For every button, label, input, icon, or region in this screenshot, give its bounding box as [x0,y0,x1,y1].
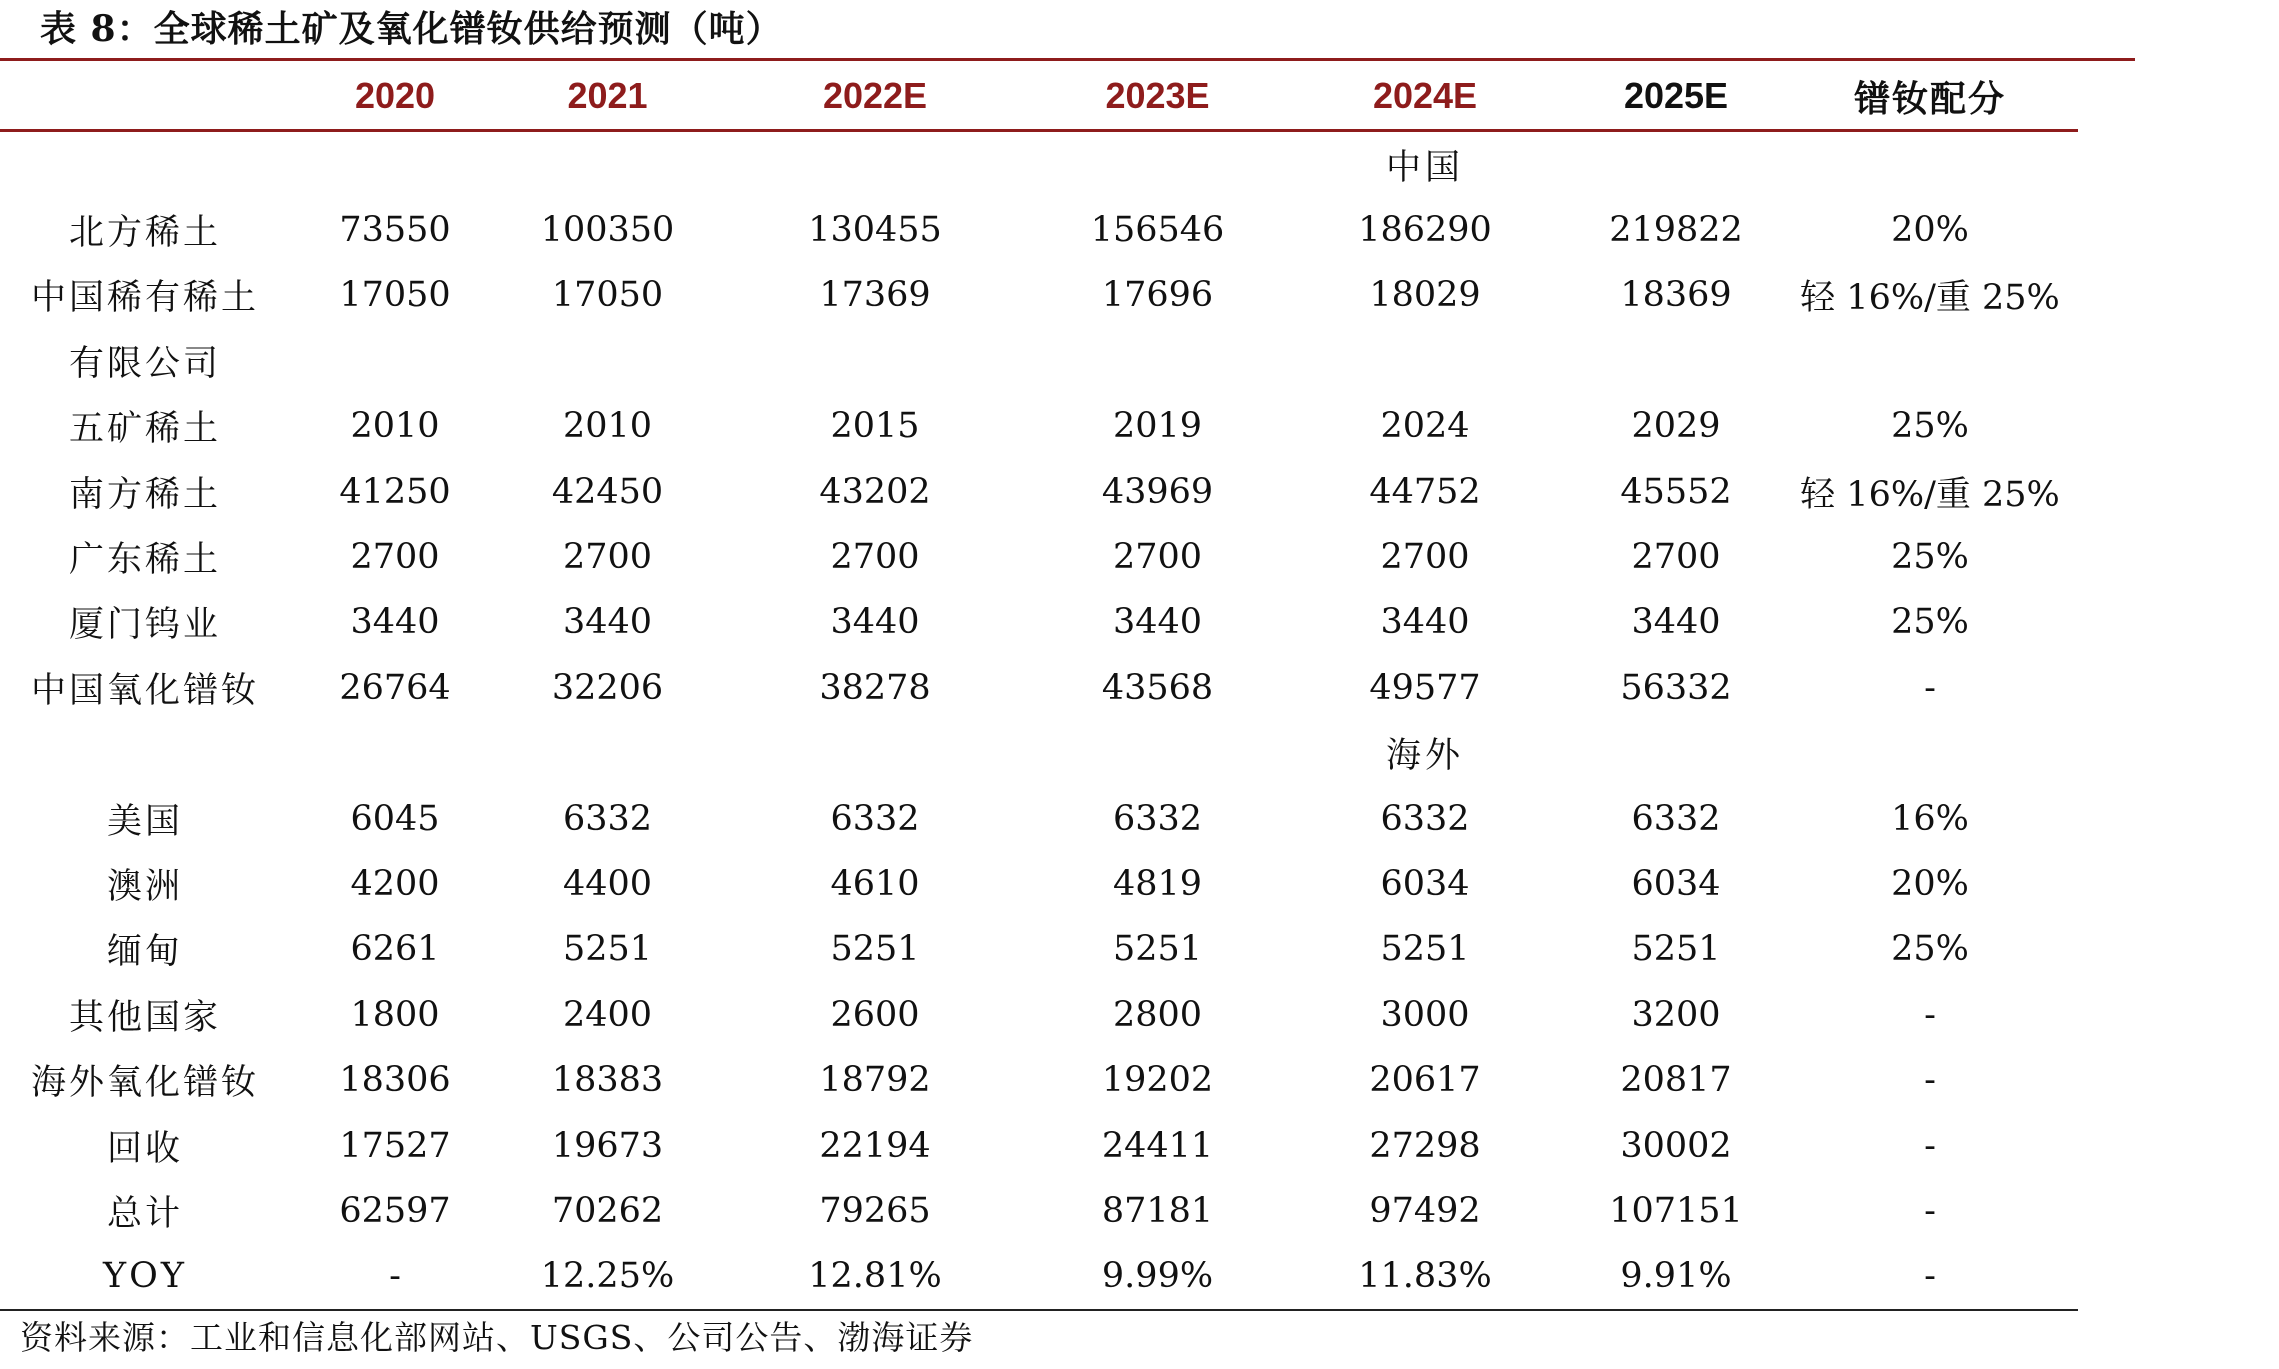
table-cell: - [290,1244,500,1310]
table-body [0,131,2078,1311]
table-cell: 2700 [350,537,440,578]
table-cell: 12.25% [500,1244,715,1310]
table-cell: - [1924,994,1936,1035]
header-cell-2020: 2020 [290,63,500,131]
header-cell-2022e: 2022E [715,63,1035,131]
header-cell-2023e: 2023E [1035,63,1280,131]
table-row [0,263,2078,328]
top-rule [0,58,2135,61]
section-row [0,131,2078,198]
table-cell: 3440 [562,602,653,643]
table-cell: 24411 [1101,1125,1214,1166]
table-cell: 20% [1891,210,1969,251]
table-cell: 70262 [551,1190,664,1231]
table-cell: 6261 [350,929,440,970]
row-label: 南方稀土 [68,474,221,515]
table-cell: - [1924,1125,1936,1166]
table-cell: 219822 [1609,210,1743,251]
table-cell: 9.99% [1035,1244,1280,1310]
table-cell: 轻 16%/重 25% [1800,474,2060,515]
header-cell-2024e: 2024E [1280,63,1570,131]
header-cell-2025e: 2025E [1570,63,1782,131]
table-cell [1782,328,2078,393]
table-cell: 17050 [339,275,451,316]
table-cell: 41250 [339,471,451,512]
row-label: YOY [0,1244,290,1310]
table-row [0,982,2078,1047]
empty-cell [715,131,1035,198]
table-cell: 42450 [551,471,664,512]
header-cell-blank [0,63,290,131]
header-cell-2021: 2021 [500,63,715,131]
row-label: 北方稀土 [68,213,221,254]
table-cell: 38278 [819,667,931,708]
table-cell: 3200 [1631,994,1721,1035]
table-cell: 5251 [830,929,920,970]
table-row [0,524,2078,589]
table-cell: 6332 [830,798,920,839]
empty-cell [1035,131,1280,198]
table-cell [500,328,715,393]
table-cell: 25% [1891,602,1969,643]
row-label: 厦门钨业 [68,605,221,646]
empty-cell [1570,721,1782,786]
table-cell: 43969 [1101,471,1214,512]
row-label: 总计 [106,1193,183,1234]
empty-cell [1570,131,1782,198]
table-cell: 4200 [350,863,440,904]
table-cell: 轻 16%/重 25% [1800,278,2060,319]
empty-cell [290,721,500,786]
header-cell-prnd-ratio: 镨钕配分 [1782,63,2078,131]
table-cell: 2700 [830,537,920,578]
table-cell: 2600 [830,994,920,1035]
table-row [0,917,2078,982]
table-cell: 17050 [551,275,664,316]
row-label: 美国 [106,801,183,842]
table-cell: 16% [1891,798,1969,839]
table-row [0,786,2078,851]
table-cell: 4819 [1112,863,1203,904]
table-cell: 107151 [1609,1190,1743,1231]
table-cell: 18383 [551,1060,664,1101]
table-cell: 6332 [1380,798,1470,839]
table-cell: 18306 [339,1060,451,1101]
table-cell: 43202 [819,471,931,512]
table-cell: 6034 [1380,863,1470,904]
table-cell: 6332 [1112,798,1203,839]
header-row [0,63,2078,131]
table-cell: 17696 [1101,275,1214,316]
row-label: 中国稀有稀土 [30,278,259,319]
table-cell: 2029 [1631,406,1721,447]
table-cell: 5251 [1380,929,1470,970]
row-label: 回收 [106,1128,183,1169]
table-cell: 5251 [1631,929,1721,970]
table-cell [1280,328,1570,393]
table-cell: 11.83% [1280,1244,1570,1310]
table-cell: 2700 [562,537,653,578]
table-cell: 20% [1891,863,1969,904]
row-label: 中国氧化镨钕 [30,670,259,711]
table-row [0,655,2078,720]
table-cell: 5251 [562,929,653,970]
row-label: 五矿稀土 [68,409,221,450]
table-cell: 12.81% [715,1244,1035,1310]
table-cell [1570,328,1782,393]
row-label: 有限公司 [68,343,221,384]
table-cell: 32206 [551,667,664,708]
table-row [0,590,2078,655]
empty-cell [290,131,500,198]
table-cell: 19202 [1101,1060,1214,1101]
table-cell: 27298 [1369,1125,1481,1166]
table-cell: 3440 [1631,602,1721,643]
section-title: 中国 [1385,147,1464,188]
table-cell: 18369 [1620,275,1732,316]
table-cell: 2024 [1380,406,1470,447]
table-cell: 156546 [1090,210,1225,251]
table-cell: 43568 [1101,667,1214,708]
table-cell: 17527 [339,1125,451,1166]
table-cell: 87181 [1101,1190,1214,1231]
table-cell: 6045 [350,798,440,839]
table-title: 表 8：全球稀土矿及氧化镨钕供给预测（吨） [40,8,783,50]
table-cell: 18792 [819,1060,931,1101]
row-label: 缅甸 [106,932,183,973]
table-cell: 44752 [1369,471,1481,512]
table-cell: 9.91% [1570,1244,1782,1310]
table-cell: 18029 [1369,275,1481,316]
table-row [0,197,2078,262]
table-cell: 186290 [1358,210,1492,251]
supply-forecast-table [0,63,2078,1311]
section-row [0,721,2078,786]
table-cell: 49577 [1369,667,1481,708]
table-cell: 4610 [830,863,920,904]
table-row [0,459,2078,524]
table-cell: 25% [1891,406,1969,447]
table-row [0,1047,2078,1112]
empty-cell [0,721,290,786]
row-label: 广东稀土 [68,540,221,581]
table-cell [290,328,500,393]
table-cell: 19673 [551,1125,664,1166]
table-cell: 56332 [1620,667,1732,708]
table-cell: 3440 [350,602,440,643]
table-cell: 3440 [1112,602,1203,643]
table-cell: 2700 [1380,537,1470,578]
table-cell: 3440 [1380,602,1470,643]
table-row [0,1113,2078,1178]
table-cell: 2800 [1112,994,1203,1035]
table-cell: 25% [1891,929,1969,970]
table-cell: 130455 [808,210,942,251]
table-row [0,851,2078,916]
table-cell: 2010 [562,406,653,447]
table-cell: 6332 [1631,798,1721,839]
table-row [0,1244,2078,1310]
table-cell [1035,328,1280,393]
table-cell: 20617 [1369,1060,1481,1101]
table-cell: 4400 [562,863,653,904]
empty-cell [1035,721,1280,786]
table-cell: 62597 [339,1190,451,1231]
table-row [0,1178,2078,1243]
empty-cell [500,721,715,786]
row-label: 其他国家 [68,997,221,1038]
table-cell: 20817 [1620,1060,1732,1101]
table-cell: 6034 [1631,863,1721,904]
table-cell: 100350 [540,210,675,251]
table-cell: 79265 [819,1190,931,1231]
table-cell: 2010 [350,406,440,447]
row-label: 海外氧化镨钕 [30,1063,259,1104]
table-cell: 2400 [562,994,653,1035]
empty-cell [715,721,1035,786]
table-cell: 45552 [1620,471,1732,512]
empty-cell [1782,131,2078,198]
table-cell: 30002 [1620,1125,1732,1166]
table-cell: 22194 [819,1125,931,1166]
table-cell: 2700 [1112,537,1203,578]
table-cell: - [1782,1244,2078,1310]
table-cell: - [1924,1190,1936,1231]
table-cell: 6332 [562,798,653,839]
source-note: 资料来源：工业和信息化部网站、USGS、公司公告、渤海证券 [20,1318,974,1357]
empty-cell [500,131,715,198]
table-cell [715,328,1035,393]
section-title: 海外 [1385,736,1464,777]
empty-cell [1782,721,2078,786]
table-cell: 5251 [1112,929,1203,970]
table-cell: 97492 [1369,1190,1481,1231]
table-cell: 2700 [1631,537,1721,578]
table-row [0,394,2078,459]
empty-cell [0,131,290,198]
table-cell: 2015 [830,406,920,447]
row-label: 澳洲 [106,866,183,907]
table-cell: 25% [1891,537,1969,578]
table-cell: 3440 [830,602,920,643]
table-cell: 3000 [1380,994,1470,1035]
table-cell: - [1924,667,1936,708]
table-cell: 1800 [350,994,440,1035]
table-cell: - [1924,1060,1936,1101]
table-row [0,328,2078,393]
table-cell: 17369 [819,275,931,316]
table-cell: 73550 [339,210,451,251]
table-cell: 26764 [339,667,451,708]
table-cell: 2019 [1112,406,1203,447]
